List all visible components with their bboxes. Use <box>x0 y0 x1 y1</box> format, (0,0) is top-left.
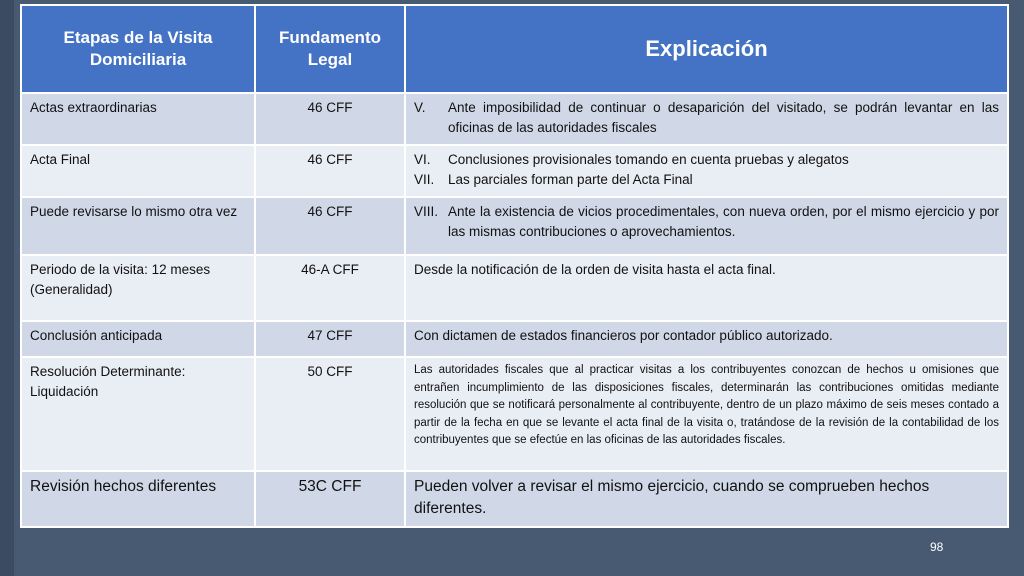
item-number: VI. <box>414 152 431 167</box>
table-row <box>21 321 1008 357</box>
cell-fundamento: 46 CFF <box>255 197 405 255</box>
item-number: V. <box>414 100 426 115</box>
table-row <box>21 471 1008 527</box>
list-item <box>414 150 999 170</box>
cell-explicacion: Las autoridades fiscales que al practicar visitas a los contribuyentes conozcan de hechos u omisiones que entrañen incumplimiento de las disposiciones fiscales, determinarán las contribuciones omitidas mediante resolución que se notificará personalmente al contribuyente, dentro de un plazo máximo de seis meses contado a partir de la fecha en que se levante el acta final de la visita o, tratándose de la revisión de la contabilidad de los contribuyentes que se efectúe en las oficinas de las autoridades fiscales. <box>405 357 1008 471</box>
table-row <box>21 197 1008 255</box>
cell-fundamento: 47 CFF <box>255 321 405 357</box>
table-row <box>21 255 1008 321</box>
list-item <box>414 202 999 242</box>
cell-fundamento: 46 CFF <box>255 93 405 145</box>
cell-etapa: Actas extraordinarias <box>21 93 255 145</box>
cell-explicacion: Con dictamen de estados financieros por contador público autorizado. <box>405 321 1008 357</box>
cell-explicacion <box>405 197 1008 255</box>
cell-etapa: Conclusión anticipada <box>21 321 255 357</box>
item-text: Las parciales forman parte del Acta Final <box>448 172 693 187</box>
table-header-row <box>21 5 1008 93</box>
cell-fundamento: 53C CFF <box>255 471 405 527</box>
visita-domiciliaria-table <box>20 4 1009 528</box>
cell-etapa: Revisión hechos diferentes <box>21 471 255 527</box>
page-number: 98 <box>930 540 944 554</box>
slide-left-border <box>0 0 14 576</box>
table-row <box>21 357 1008 471</box>
list-item <box>414 98 999 138</box>
header-explicacion: Explicación <box>405 5 1008 93</box>
header-etapas: Etapas de la Visita Domiciliaria <box>21 5 255 93</box>
table-row <box>21 145 1008 197</box>
cell-explicacion: Pueden volver a revisar el mismo ejercicio, cuando se comprueben hechos diferentes. <box>405 471 1008 527</box>
cell-explicacion <box>405 145 1008 197</box>
item-number: VIII. <box>414 204 439 219</box>
cell-etapa: Acta Final <box>21 145 255 197</box>
table-row <box>21 93 1008 145</box>
item-text: Ante imposibilidad de continuar o desaparición del visitado, se podrán levantar en las oficinas de las autoridades fiscales <box>448 100 999 135</box>
cell-etapa: Puede revisarse lo mismo otra vez <box>21 197 255 255</box>
cell-etapa: Resolución Determinante: Liquidación <box>21 357 255 471</box>
item-text: Conclusiones provisionales tomando en cuenta pruebas y alegatos <box>448 152 849 167</box>
cell-explicacion <box>405 93 1008 145</box>
cell-fundamento: 50 CFF <box>255 357 405 471</box>
cell-fundamento: 46-A CFF <box>255 255 405 321</box>
cell-fundamento: 46 CFF <box>255 145 405 197</box>
list-item <box>414 170 999 190</box>
cell-etapa: Periodo de la visita: 12 meses (Generalidad) <box>21 255 255 321</box>
cell-explicacion: Desde la notificación de la orden de visita hasta el acta final. <box>405 255 1008 321</box>
header-fundamento: Fundamento Legal <box>255 5 405 93</box>
item-number: VII. <box>414 172 435 187</box>
item-text: Ante la existencia de vicios procedimentales, con nueva orden, por el mismo ejercicio y por las mismas contribuciones o aprovechamientos. <box>448 204 999 239</box>
